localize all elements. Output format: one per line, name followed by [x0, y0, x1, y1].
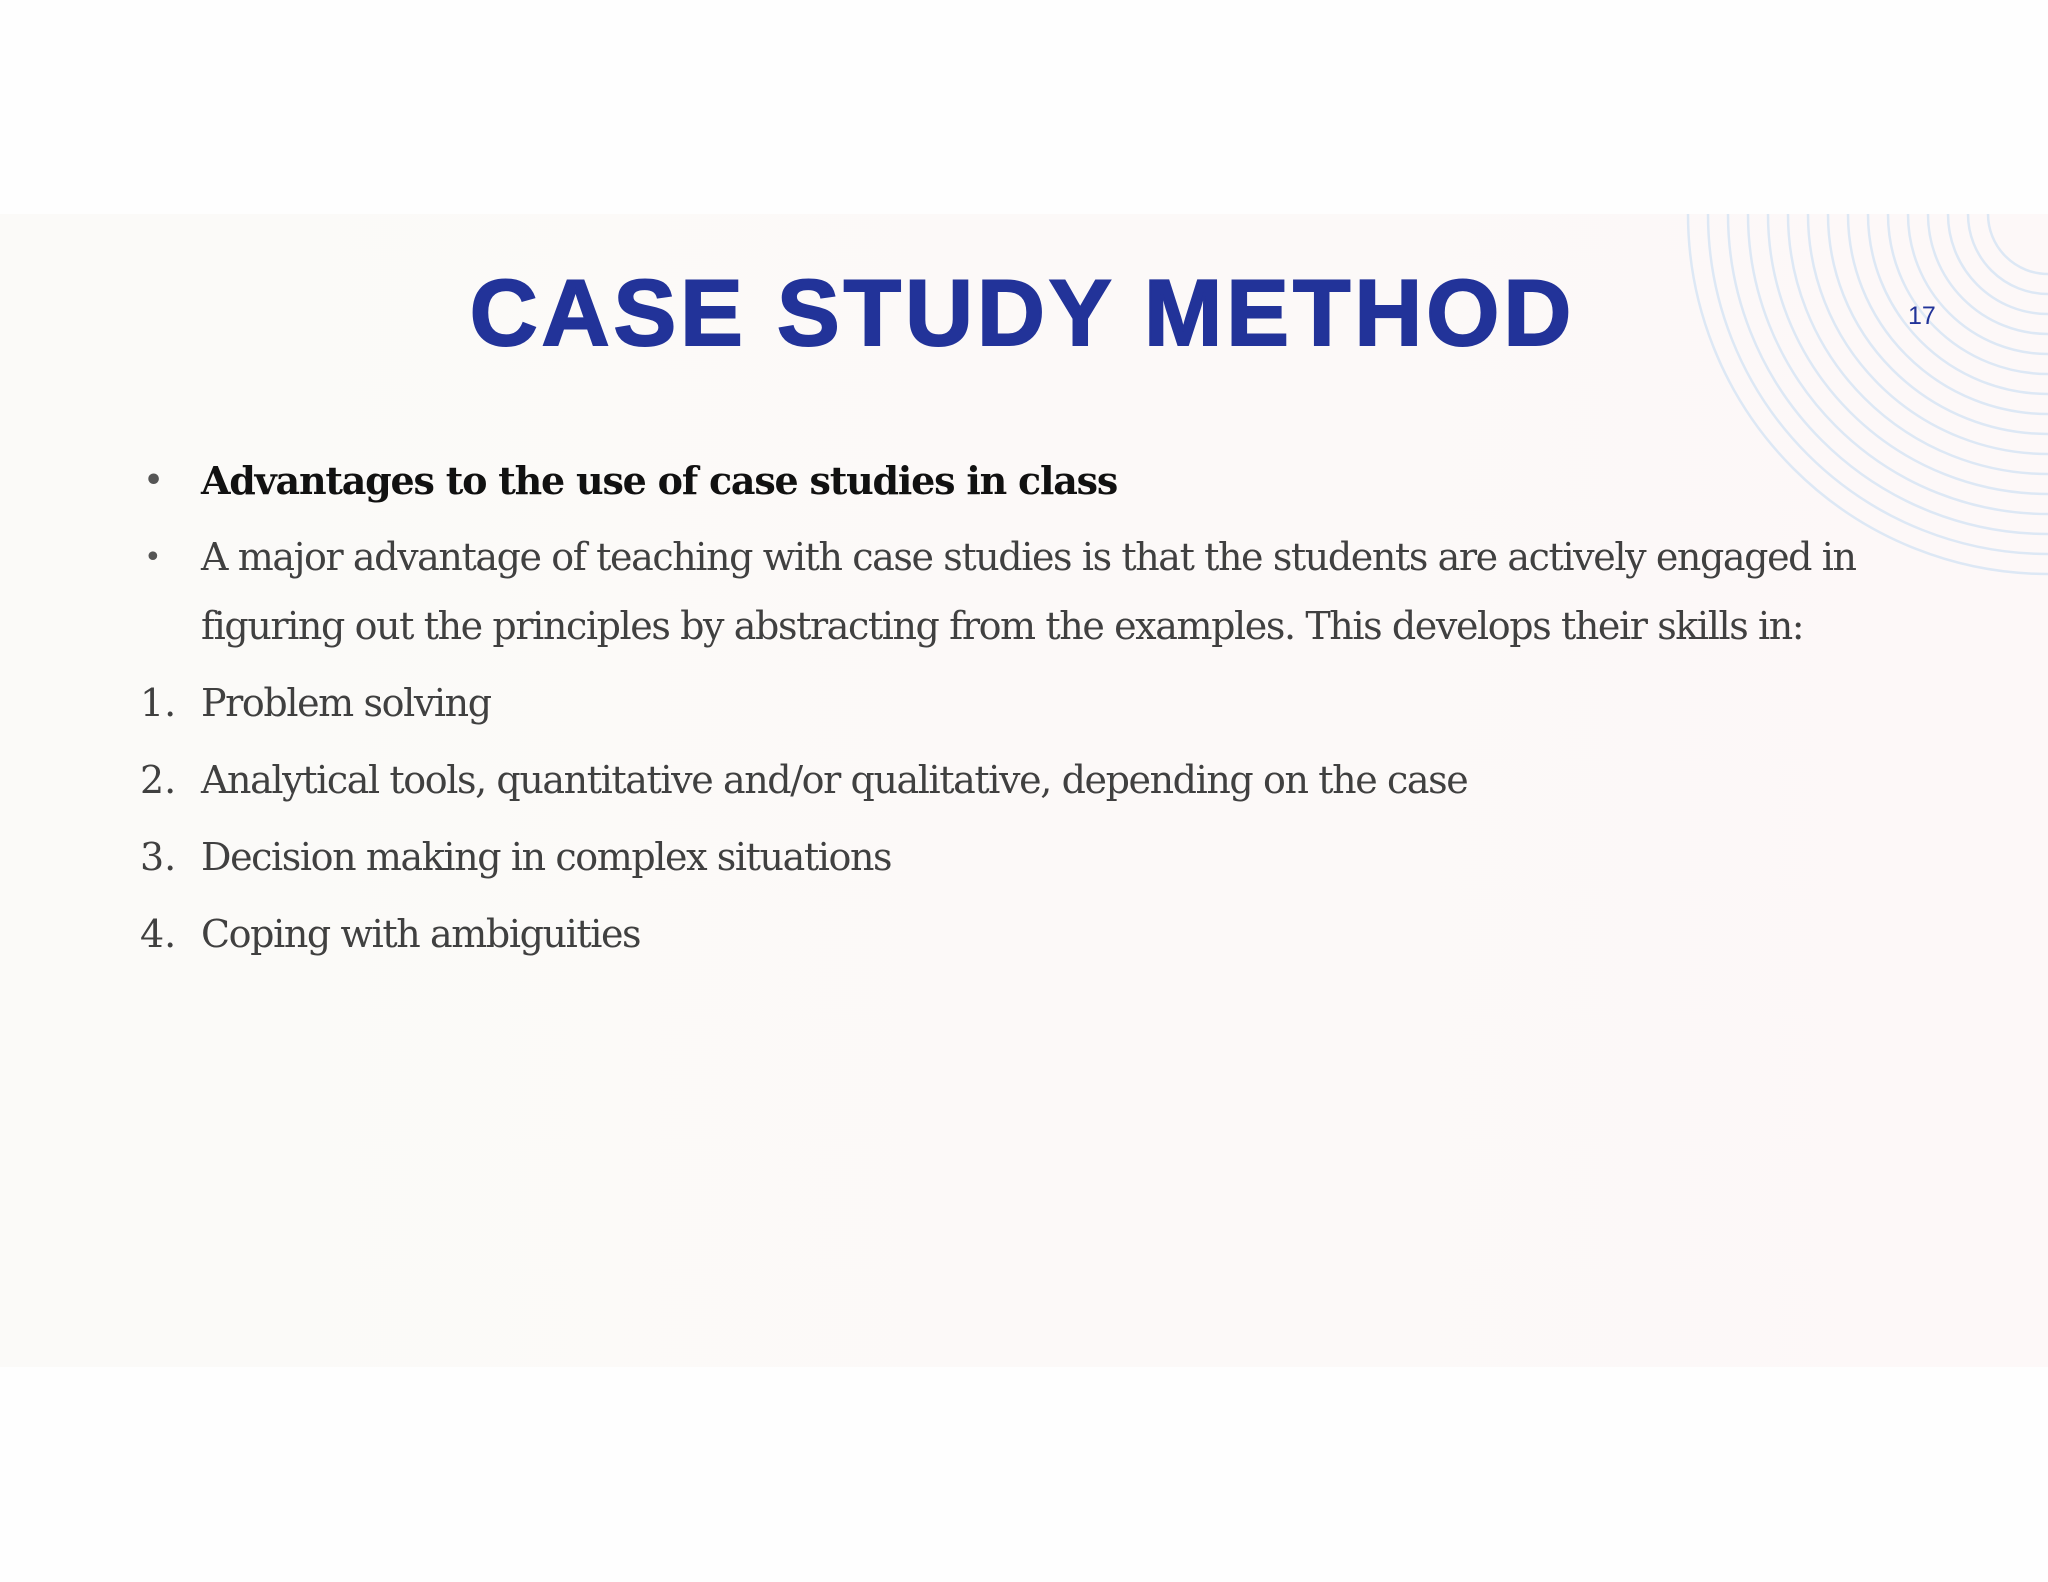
list-item — [140, 669, 1900, 738]
slide — [0, 214, 2048, 1367]
slide-title: CASE STUDY METHOD — [469, 260, 1576, 365]
list-item-text: Coping with ambiguities — [201, 912, 641, 956]
list-item-text: A major advantage of teaching with case studies is that the students are actively engaged in figuring out the principles by abstracting from the examples. This develops their skills in: — [201, 535, 1856, 648]
list-item-text: Problem solving — [201, 681, 491, 725]
list-item — [140, 523, 1900, 661]
list-item — [140, 746, 1900, 815]
slide-content — [140, 446, 1900, 977]
number-marker: 1. — [140, 681, 177, 725]
list-item — [140, 446, 1900, 515]
list-item — [140, 823, 1900, 892]
slide-number: 17 — [1908, 302, 1936, 330]
number-marker: 3. — [140, 835, 177, 879]
list-item-text: Advantages to the use of case studies in class — [201, 458, 1118, 503]
list-item-text: Decision making in complex situations — [201, 835, 892, 879]
number-marker: 2. — [140, 758, 177, 802]
bullet-marker: • — [144, 463, 164, 498]
list-item-text: Analytical tools, quantitative and/or qualitative, depending on the case — [201, 758, 1468, 802]
list-item — [140, 900, 1900, 969]
number-marker: 4. — [140, 912, 177, 956]
bullet-marker: • — [144, 540, 162, 575]
